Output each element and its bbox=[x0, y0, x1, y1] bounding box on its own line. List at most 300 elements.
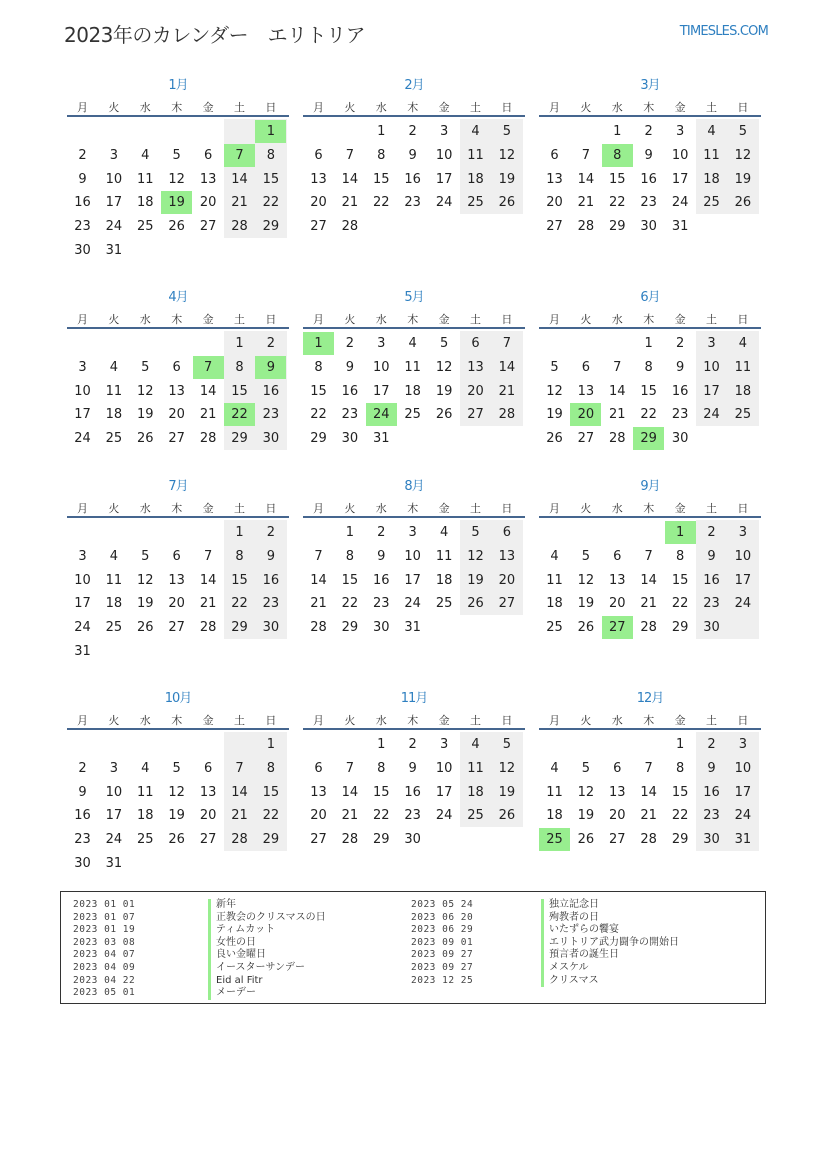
weekday-header bbox=[303, 311, 525, 329]
holiday-day-cell: 22 bbox=[224, 403, 255, 426]
holiday-name: ティムカット bbox=[208, 924, 326, 937]
day-cell: 7 bbox=[345, 147, 355, 163]
day-cell: 19 bbox=[734, 171, 752, 187]
day-cell: 25 bbox=[703, 195, 720, 211]
weekday-label: 月 bbox=[77, 502, 88, 515]
day-cell: 24 bbox=[734, 596, 752, 612]
weekday-label: 金 bbox=[202, 101, 214, 114]
day-cell: 8 bbox=[235, 359, 244, 375]
day-cell: 2 bbox=[345, 336, 355, 351]
day-cell: 13 bbox=[546, 171, 563, 187]
holiday-name: エリトリア武力闘争の開始日 bbox=[541, 937, 679, 950]
weekday-label: 木 bbox=[171, 502, 183, 515]
day-cell: 20 bbox=[310, 808, 327, 824]
day-cell: 28 bbox=[341, 832, 359, 848]
day-cell: 7 bbox=[581, 147, 591, 163]
holiday-day-cell: 1 bbox=[255, 120, 286, 143]
day-cell: 15 bbox=[609, 171, 626, 187]
day-cell: 3 bbox=[738, 525, 748, 540]
weekday-label: 火 bbox=[344, 502, 356, 515]
weekday-label: 金 bbox=[202, 502, 214, 515]
day-cell: 15 bbox=[671, 572, 689, 588]
day-cell: 13 bbox=[199, 784, 217, 800]
day-cell: 28 bbox=[640, 620, 657, 636]
day-cell: 14 bbox=[199, 572, 217, 588]
month-name: 12月 bbox=[636, 691, 664, 706]
day-cell: 23 bbox=[262, 596, 280, 612]
day-cell: 4 bbox=[109, 359, 119, 375]
day-cell: 24 bbox=[671, 195, 689, 211]
weekday-header bbox=[539, 311, 761, 329]
month-name: 3月 bbox=[640, 78, 660, 93]
weekday-label: 木 bbox=[643, 313, 655, 326]
day-cell: 22 bbox=[609, 195, 626, 211]
day-cell: 4 bbox=[471, 737, 480, 752]
day-cell: 5 bbox=[738, 124, 748, 139]
weekday-label: 金 bbox=[674, 502, 686, 515]
day-cell: 17 bbox=[734, 572, 752, 588]
day-cell: 1 bbox=[235, 525, 244, 540]
day-cell: 17 bbox=[703, 383, 720, 399]
weekday-label: 金 bbox=[438, 101, 450, 114]
day-cell: 17 bbox=[105, 195, 123, 211]
day-cell: 16 bbox=[703, 572, 720, 588]
day-cell: 27 bbox=[310, 219, 327, 235]
day-cell: 9 bbox=[78, 171, 87, 187]
holiday-day-cell: 19 bbox=[161, 191, 192, 214]
weekday-label: 月 bbox=[77, 714, 88, 727]
day-cell: 9 bbox=[78, 784, 87, 800]
weekday-header bbox=[67, 311, 289, 329]
day-cell: 22 bbox=[310, 407, 327, 423]
day-cell: 9 bbox=[377, 548, 386, 564]
weekday-label: 水 bbox=[611, 502, 623, 515]
day-cell: 25 bbox=[105, 620, 123, 636]
day-cell: 12 bbox=[168, 784, 185, 800]
day-cell: 21 bbox=[341, 195, 359, 211]
day-cell: 20 bbox=[609, 808, 626, 824]
holiday-date: 2023 06 29 bbox=[411, 924, 474, 936]
weekday-label: 金 bbox=[438, 313, 450, 326]
day-cell: 28 bbox=[609, 431, 626, 447]
holiday-date: 2023 01 19 bbox=[73, 924, 136, 936]
day-cell: 9 bbox=[644, 147, 653, 163]
weekday-label: 月 bbox=[313, 313, 324, 326]
day-cell: 3 bbox=[78, 359, 87, 375]
day-cell: 7 bbox=[345, 760, 355, 776]
day-cell: 23 bbox=[373, 596, 390, 612]
month-name: 10月 bbox=[164, 691, 192, 706]
day-cell: 24 bbox=[105, 832, 123, 848]
holiday-name: 良い金曜日 bbox=[208, 949, 326, 962]
day-cell: 5 bbox=[581, 548, 591, 564]
day-cell: 15 bbox=[231, 383, 248, 399]
day-cell: 21 bbox=[231, 808, 248, 824]
day-cell: 11 bbox=[105, 572, 123, 588]
day-cell: 25 bbox=[137, 219, 154, 235]
day-cell: 28 bbox=[498, 407, 516, 423]
day-cell: 25 bbox=[435, 596, 453, 612]
day-cell: 6 bbox=[502, 525, 512, 540]
day-cell: 2 bbox=[266, 336, 276, 351]
weekday-label: 木 bbox=[171, 313, 183, 326]
day-cell: 26 bbox=[137, 620, 154, 636]
day-cell: 1 bbox=[235, 336, 244, 351]
day-cell: 22 bbox=[262, 195, 280, 211]
day-cell: 9 bbox=[345, 359, 355, 375]
day-cell: 29 bbox=[373, 832, 390, 848]
day-cell: 13 bbox=[467, 359, 484, 375]
day-cell: 2 bbox=[408, 737, 417, 752]
day-cell: 29 bbox=[341, 620, 359, 636]
day-cell: 10 bbox=[74, 383, 91, 399]
day-cell: 8 bbox=[675, 760, 685, 776]
day-cell: 13 bbox=[577, 383, 595, 399]
day-cell: 4 bbox=[550, 760, 559, 776]
day-cell: 24 bbox=[435, 808, 453, 824]
holiday-date: 2023 03 08 bbox=[73, 936, 136, 948]
day-cell: 23 bbox=[341, 407, 359, 423]
weekday-label: 日 bbox=[265, 101, 277, 114]
day-cell: 26 bbox=[435, 407, 453, 423]
day-cell: 18 bbox=[546, 596, 563, 612]
weekday-label: 月 bbox=[77, 101, 88, 114]
day-cell: 13 bbox=[498, 548, 516, 564]
holiday-name: 独立記念日 bbox=[541, 899, 679, 912]
day-cell: 12 bbox=[546, 383, 563, 399]
day-cell: 29 bbox=[671, 832, 689, 848]
day-cell: 17 bbox=[74, 596, 91, 612]
day-cell: 26 bbox=[577, 832, 595, 848]
day-cell: 29 bbox=[262, 219, 280, 235]
day-cell: 6 bbox=[613, 548, 622, 564]
day-cell: 20 bbox=[467, 383, 484, 399]
holiday-name: 預言者の誕生日 bbox=[541, 949, 679, 962]
day-cell: 28 bbox=[231, 832, 248, 848]
day-cell: 12 bbox=[137, 572, 154, 588]
day-cell: 15 bbox=[640, 383, 657, 399]
weekday-label: 日 bbox=[501, 101, 513, 114]
day-cell: 11 bbox=[467, 147, 484, 163]
day-cell: 24 bbox=[703, 407, 720, 423]
day-cell: 30 bbox=[703, 620, 720, 636]
weekday-label: 土 bbox=[706, 101, 717, 114]
day-cell: 1 bbox=[377, 124, 386, 139]
day-cell: 4 bbox=[141, 760, 150, 776]
day-cell: 14 bbox=[498, 359, 516, 375]
weekday-label: 土 bbox=[234, 101, 245, 114]
day-cell: 4 bbox=[707, 124, 716, 139]
day-cell: 6 bbox=[471, 336, 480, 351]
weekday-label: 月 bbox=[549, 714, 560, 727]
day-cell: 10 bbox=[435, 147, 453, 163]
holiday-day-cell: 7 bbox=[224, 144, 255, 167]
day-cell: 12 bbox=[734, 147, 752, 163]
day-cell: 25 bbox=[546, 620, 563, 636]
weekday-label: 火 bbox=[580, 502, 592, 515]
weekday-label: 水 bbox=[139, 101, 151, 114]
month-name: 6月 bbox=[640, 290, 660, 305]
day-cell: 17 bbox=[435, 171, 453, 187]
day-cell: 31 bbox=[404, 620, 421, 636]
day-cell: 27 bbox=[168, 620, 185, 636]
day-cell: 30 bbox=[703, 832, 720, 848]
day-cell: 16 bbox=[703, 784, 720, 800]
holiday-day-cell: 1 bbox=[303, 332, 334, 355]
holiday-date: 2023 09 27 bbox=[411, 961, 474, 973]
day-cell: 31 bbox=[105, 243, 123, 258]
weekday-header bbox=[67, 99, 289, 117]
weekday-label: 月 bbox=[313, 502, 324, 515]
weekday-header bbox=[303, 712, 525, 730]
weekday-label: 木 bbox=[643, 502, 655, 515]
day-cell: 13 bbox=[609, 572, 626, 588]
day-cell: 16 bbox=[671, 383, 689, 399]
day-cell: 28 bbox=[341, 219, 359, 235]
day-cell: 3 bbox=[78, 548, 87, 564]
weekday-label: 火 bbox=[108, 101, 120, 114]
day-cell: 18 bbox=[467, 171, 484, 187]
holiday-name: メスケル bbox=[541, 962, 679, 975]
weekday-label: 木 bbox=[407, 101, 419, 114]
day-cell: 10 bbox=[105, 171, 123, 187]
day-cell: 19 bbox=[467, 572, 484, 588]
holiday-date: 2023 04 09 bbox=[73, 961, 136, 973]
weekday-label: 金 bbox=[438, 502, 450, 515]
day-cell: 4 bbox=[109, 548, 119, 564]
day-cell: 7 bbox=[235, 760, 244, 776]
day-cell: 26 bbox=[498, 808, 516, 824]
day-cell: 23 bbox=[404, 195, 421, 211]
weekday-label: 月 bbox=[77, 313, 88, 326]
day-cell: 6 bbox=[203, 760, 213, 776]
day-cell: 1 bbox=[613, 124, 622, 139]
day-cell: 12 bbox=[498, 147, 516, 163]
day-cell: 4 bbox=[471, 124, 480, 139]
day-cell: 28 bbox=[310, 620, 327, 636]
holiday-names-col-2 bbox=[541, 899, 679, 987]
month-name: 1月 bbox=[168, 78, 188, 93]
day-cell: 15 bbox=[373, 171, 390, 187]
weekday-label: 火 bbox=[108, 313, 120, 326]
day-cell: 15 bbox=[310, 383, 327, 399]
day-cell: 1 bbox=[345, 525, 355, 540]
day-cell: 30 bbox=[262, 431, 280, 447]
site-logo[interactable]: TIMESLES.COM bbox=[679, 24, 768, 39]
day-cell: 27 bbox=[467, 407, 484, 423]
holiday-day-cell: 27 bbox=[602, 616, 633, 639]
day-cell: 11 bbox=[467, 760, 484, 776]
weekday-label: 金 bbox=[202, 313, 214, 326]
day-cell: 27 bbox=[168, 431, 185, 447]
weekday-label: 火 bbox=[580, 101, 592, 114]
day-cell: 3 bbox=[707, 336, 716, 351]
day-cell: 29 bbox=[310, 431, 327, 447]
day-cell: 14 bbox=[231, 171, 248, 187]
day-cell: 12 bbox=[577, 572, 595, 588]
day-cell: 30 bbox=[341, 431, 359, 447]
day-cell: 16 bbox=[74, 195, 91, 211]
day-cell: 16 bbox=[404, 784, 421, 800]
day-cell: 6 bbox=[314, 147, 323, 163]
day-cell: 13 bbox=[199, 171, 217, 187]
day-cell: 25 bbox=[105, 431, 123, 447]
weekday-header bbox=[303, 500, 525, 518]
day-cell: 22 bbox=[341, 596, 359, 612]
weekday-label: 木 bbox=[171, 714, 183, 727]
day-cell: 25 bbox=[404, 407, 421, 423]
day-cell: 20 bbox=[199, 808, 217, 824]
day-cell: 31 bbox=[74, 644, 91, 659]
day-cell: 3 bbox=[377, 336, 386, 351]
day-cell: 7 bbox=[644, 760, 653, 776]
holiday-names-col-1 bbox=[208, 899, 326, 1000]
weekday-header bbox=[67, 712, 289, 730]
day-cell: 18 bbox=[404, 383, 421, 399]
weekday-label: 日 bbox=[737, 714, 749, 727]
day-cell: 2 bbox=[408, 124, 417, 139]
day-cell: 11 bbox=[404, 359, 421, 375]
day-cell: 29 bbox=[262, 832, 280, 848]
weekday-label: 水 bbox=[375, 101, 387, 114]
day-cell: 11 bbox=[137, 784, 154, 800]
day-cell: 21 bbox=[199, 596, 217, 612]
day-cell: 14 bbox=[577, 171, 595, 187]
day-cell: 13 bbox=[310, 171, 327, 187]
day-cell: 2 bbox=[377, 525, 386, 540]
weekday-label: 水 bbox=[139, 313, 151, 326]
day-cell: 13 bbox=[168, 383, 185, 399]
day-cell: 7 bbox=[502, 336, 512, 351]
day-cell: 31 bbox=[734, 832, 752, 848]
day-cell: 30 bbox=[671, 431, 689, 447]
day-cell: 8 bbox=[266, 147, 276, 163]
day-cell: 22 bbox=[373, 195, 390, 211]
day-cell: 26 bbox=[734, 195, 752, 211]
day-cell: 3 bbox=[738, 737, 748, 752]
day-cell: 30 bbox=[404, 832, 421, 848]
day-cell: 27 bbox=[577, 431, 595, 447]
weekday-label: 日 bbox=[265, 502, 277, 515]
day-cell: 7 bbox=[613, 359, 622, 375]
day-cell: 10 bbox=[404, 548, 421, 564]
weekday-label: 月 bbox=[549, 502, 560, 515]
day-cell: 14 bbox=[609, 383, 626, 399]
month-name: 8月 bbox=[404, 479, 424, 494]
weekday-label: 日 bbox=[501, 313, 513, 326]
day-cell: 12 bbox=[168, 171, 185, 187]
day-cell: 30 bbox=[262, 620, 280, 636]
weekday-label: 水 bbox=[611, 714, 623, 727]
day-cell: 13 bbox=[168, 572, 185, 588]
day-cell: 27 bbox=[498, 596, 516, 612]
weekday-label: 月 bbox=[313, 101, 324, 114]
weekday-label: 月 bbox=[313, 714, 324, 727]
weekday-header bbox=[67, 500, 289, 518]
day-cell: 17 bbox=[105, 808, 123, 824]
day-cell: 12 bbox=[137, 383, 154, 399]
day-cell: 5 bbox=[471, 525, 480, 540]
day-cell: 26 bbox=[168, 832, 185, 848]
holiday-date: 2023 09 27 bbox=[411, 949, 474, 961]
day-cell: 6 bbox=[550, 147, 559, 163]
day-cell: 22 bbox=[671, 808, 689, 824]
day-cell: 19 bbox=[546, 407, 563, 423]
weekday-label: 金 bbox=[674, 101, 686, 114]
weekday-label: 水 bbox=[375, 714, 387, 727]
weekday-label: 水 bbox=[139, 502, 151, 515]
day-cell: 25 bbox=[467, 195, 484, 211]
day-cell: 18 bbox=[703, 171, 720, 187]
day-cell: 23 bbox=[74, 219, 91, 235]
day-cell: 29 bbox=[231, 431, 248, 447]
day-cell: 14 bbox=[640, 572, 657, 588]
day-cell: 16 bbox=[404, 171, 421, 187]
day-cell: 5 bbox=[172, 760, 181, 776]
holiday-day-cell: 25 bbox=[539, 828, 570, 851]
holiday-day-cell: 29 bbox=[633, 427, 664, 450]
day-cell: 28 bbox=[199, 431, 217, 447]
holiday-day-cell: 9 bbox=[255, 356, 286, 379]
day-cell: 26 bbox=[168, 219, 185, 235]
day-cell: 11 bbox=[703, 147, 720, 163]
day-cell: 5 bbox=[439, 336, 449, 351]
day-cell: 24 bbox=[734, 808, 752, 824]
day-cell: 3 bbox=[439, 124, 449, 139]
day-cell: 8 bbox=[345, 548, 355, 564]
day-cell: 10 bbox=[703, 359, 720, 375]
weekday-label: 水 bbox=[375, 502, 387, 515]
day-cell: 10 bbox=[105, 784, 123, 800]
day-cell: 24 bbox=[105, 219, 123, 235]
day-cell: 9 bbox=[707, 760, 716, 776]
day-cell: 6 bbox=[314, 760, 323, 776]
holiday-name: イースターサンデー bbox=[208, 962, 326, 975]
holiday-day-cell: 8 bbox=[602, 144, 633, 167]
day-cell: 11 bbox=[105, 383, 123, 399]
day-cell: 1 bbox=[644, 336, 653, 351]
holiday-date: 2023 04 22 bbox=[73, 974, 136, 986]
day-cell: 20 bbox=[609, 596, 626, 612]
day-cell: 4 bbox=[550, 548, 559, 564]
day-cell: 18 bbox=[137, 195, 154, 211]
day-cell: 2 bbox=[675, 336, 685, 351]
day-cell: 26 bbox=[137, 431, 154, 447]
day-cell: 4 bbox=[141, 147, 150, 163]
day-cell: 28 bbox=[231, 219, 248, 235]
day-cell: 27 bbox=[199, 832, 217, 848]
holiday-date: 2023 04 07 bbox=[73, 949, 136, 961]
day-cell: 19 bbox=[435, 383, 453, 399]
holiday-dates-col-1 bbox=[73, 899, 135, 1000]
month-name: 4月 bbox=[168, 290, 188, 305]
weekday-label: 土 bbox=[470, 502, 481, 515]
weekday-label: 月 bbox=[549, 313, 560, 326]
day-cell: 19 bbox=[498, 784, 516, 800]
day-cell: 15 bbox=[262, 784, 280, 800]
day-cell: 12 bbox=[435, 359, 453, 375]
weekday-label: 火 bbox=[108, 714, 120, 727]
day-cell: 23 bbox=[703, 808, 720, 824]
day-cell: 23 bbox=[74, 832, 91, 848]
weekday-header bbox=[539, 99, 761, 117]
weekday-label: 日 bbox=[265, 714, 277, 727]
day-cell: 6 bbox=[172, 359, 181, 375]
day-cell: 12 bbox=[467, 548, 484, 564]
day-cell: 17 bbox=[435, 784, 453, 800]
weekday-label: 土 bbox=[470, 714, 481, 727]
day-cell: 7 bbox=[314, 548, 323, 564]
